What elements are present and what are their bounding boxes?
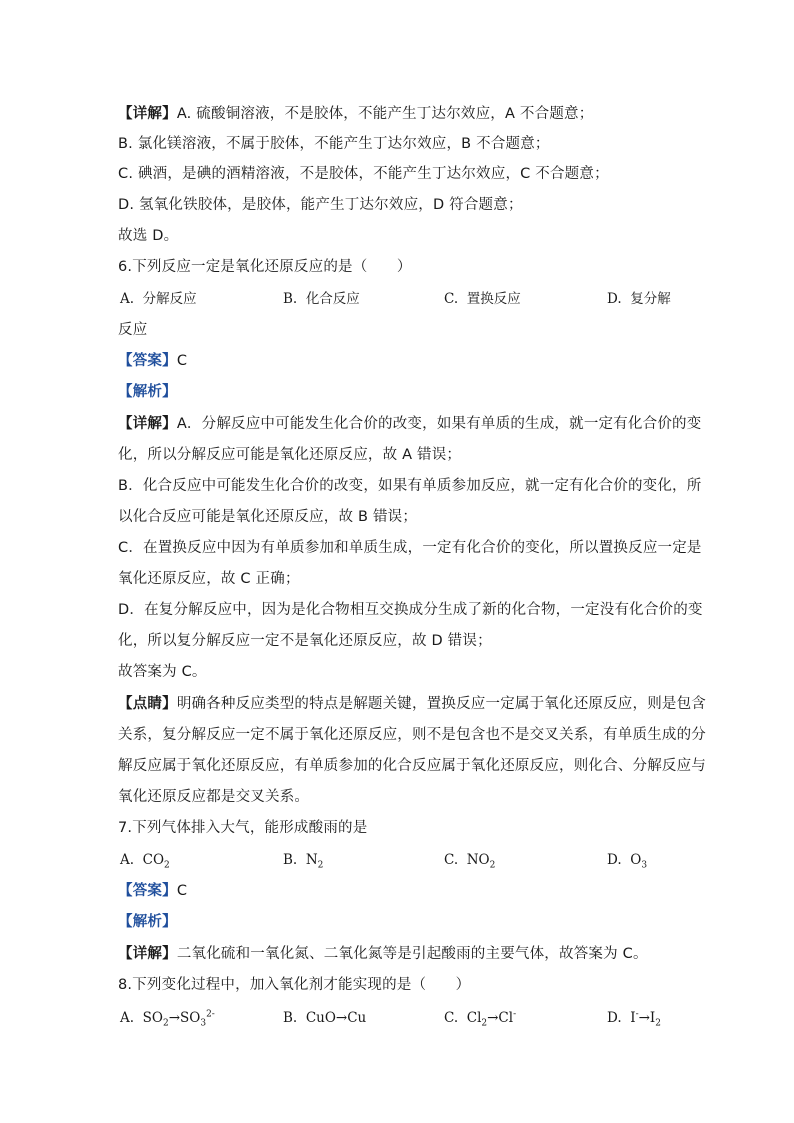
q6-option-d-continued: 反应 — [118, 322, 148, 338]
q6-option-a: A. 分解反应 — [120, 291, 197, 307]
answer-tag: 【答案】 — [118, 883, 177, 899]
q8-option-d: D. $I^-\to I_2$ — [607, 1009, 662, 1029]
q6-stem: 6.下列反应一定是氧化还原反应的是（ ） — [118, 259, 412, 275]
detail-tag: 【详解】 — [118, 946, 177, 962]
q6-option-c: C. 置换反应 — [444, 291, 521, 307]
q5-conclusion: 故选 D。 — [118, 228, 179, 244]
q6-dianjing-line-2: 关系，复分解反应一定不属于氧化还原反应，则不是包含也不是交叉关系，有单质生成的分 — [118, 727, 706, 743]
q5-detail-line-1: 【详解】A. 硫酸铜溶液，不是胶体，不能产生丁达尔效应，A 不合题意； — [118, 106, 594, 122]
q6-dianjing-line-1: 【点睛】明确各种反应类型的特点是解题关键，置换反应一定属于氧化还原反应，则是包含 — [118, 696, 707, 712]
q8-option-c: C. $Cl_2\to Cl^-$ — [444, 1009, 517, 1029]
q6-detail-line-4: 以化合反应可能是氧化还原反应，故 B 错误； — [118, 509, 418, 525]
answer-tag: 【答案】 — [118, 353, 177, 369]
q7-option-c: C. $NO_2$ — [444, 852, 496, 871]
q6-detail-line-5: C．在置换反应中因为有单质参加和单质生成，一定有化合价的变化，所以置换反应一定是 — [118, 540, 702, 556]
q7-answer: 【答案】C — [118, 883, 188, 899]
q6-detail-line-1: 【详解】A．分解反应中可能发生化合价的改变，如果有单质的生成，就一定有化合价的变 — [118, 416, 702, 432]
q7-option-b: B. $N_2$ — [283, 852, 324, 871]
q8-stem: 8.下列变化过程中，加入氧化剂才能实现的是（ ） — [118, 977, 471, 993]
q5-detail-line-4: D. 氢氧化铁胶体，是胶体，能产生丁达尔效应，D 符合题意； — [118, 197, 523, 213]
q6-detail-line-8: 化，所以复分解反应一定不是氧化还原反应，故 D 错误； — [118, 633, 492, 649]
q7-detail: 【详解】二氧化硫和一氧化氮、二氧化氮等是引起酸雨的主要气体，故答案为 C。 — [118, 946, 648, 962]
q5-detail-line-2: B. 氯化镁溶液，不属于胶体，不能产生丁达尔效应，B 不合题意； — [118, 136, 550, 152]
q7-stem: 7.下列气体排入大气，能形成酸雨的是 — [118, 820, 368, 836]
q6-option-b: B. 化合反应 — [283, 291, 360, 307]
q6-detail-line-6: 氧化还原反应，故 C 正确； — [118, 571, 300, 587]
dianjing-tag: 【点睛】 — [118, 696, 177, 712]
q6-detail-line-7: D．在复分解反应中，因为是化合物相互交换成分生成了新的化合物，一定没有化合价的变 — [118, 602, 703, 618]
detail-tag: 【详解】 — [118, 106, 177, 122]
detail-tag: 【详解】 — [118, 416, 177, 432]
q6-analysis-heading: 【解析】 — [118, 384, 177, 400]
q7-option-a: A. $CO_2$ — [120, 852, 170, 871]
q7-analysis-heading: 【解析】 — [118, 914, 177, 930]
q8-option-a: A. $SO_2\to SO_3^{2-}$ — [120, 1009, 215, 1029]
q6-detail-line-2: 化，所以分解反应可能是氧化还原反应，故 A 错误； — [118, 447, 462, 463]
q6-detail-line-9: 故答案为 C。 — [118, 664, 207, 680]
q8-option-b: B. CuO→Cu — [283, 1010, 367, 1026]
q7-option-d: D. $O_3$ — [607, 852, 648, 871]
q6-answer: 【答案】C — [118, 353, 188, 369]
q6-dianjing-line-4: 氧化还原反应都是交叉关系。 — [118, 789, 310, 805]
q6-option-d: D. 复分解 — [607, 291, 671, 307]
q6-detail-line-3: B．化合反应中可能发生化合价的改变，如果有单质参加反应，就一定有化合价的变化，所 — [118, 478, 702, 494]
q5-detail-line-3: C. 碘酒，是碘的酒精溶液，不是胶体，不能产生丁达尔效应，C 不合题意； — [118, 166, 609, 182]
q6-dianjing-line-3: 解反应属于氧化还原反应，有单质参加的化合反应属于氧化还原反应，则化合、分解反应与 — [118, 758, 706, 774]
